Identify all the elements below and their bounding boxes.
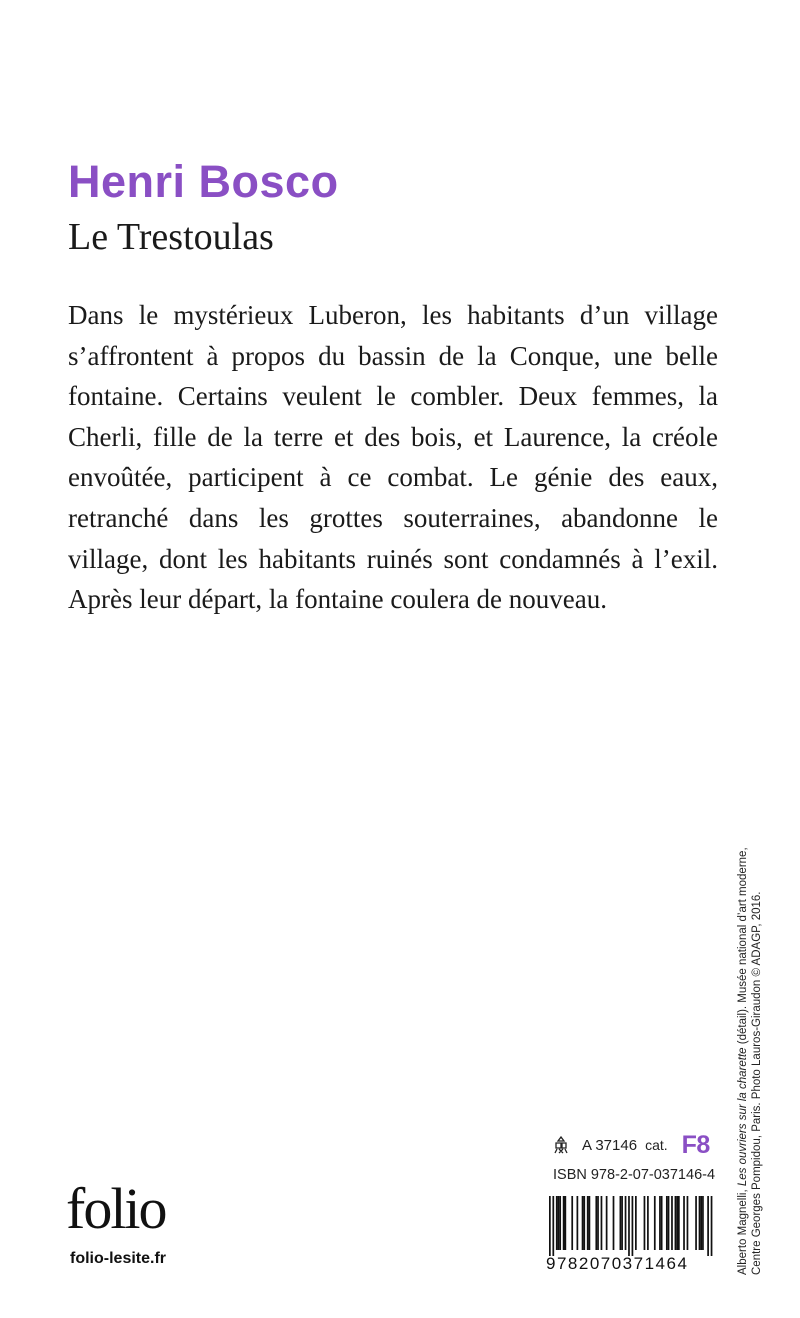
price-code: F8 (681, 1130, 710, 1159)
barcode-bar (666, 1196, 668, 1250)
barcode-bar (571, 1196, 573, 1250)
barcode-bar (595, 1196, 597, 1250)
barcode-bar (661, 1196, 663, 1250)
barcode-bar (632, 1196, 634, 1256)
catalog-label: cat. (645, 1137, 668, 1153)
barcode-bar (563, 1196, 565, 1250)
barcode-bars (549, 1196, 712, 1256)
barcode-bar (647, 1196, 649, 1250)
catalog-code: A 37146 (582, 1136, 638, 1154)
barcode-bar (558, 1196, 560, 1250)
barcode-bar (702, 1196, 704, 1250)
barcode-bar (621, 1196, 623, 1250)
credit-line-1 (736, 715, 750, 1275)
blurb-text: Dans le mystérieux Luberon, les habitants d’un village s’affrontent à propos du bassin de la Conque, une belle fontaine. Certains veulent le combler. Deux femmes, la Cherli, fille de la terre et des bois, et Laurence, la créole envoûtée, participent à ce combat. Le génie des eaux, retranché dans les grottes souterraines, abandonne le village, dont les habitants ruinés sont condamnés à l’exil. Après leur départ, la fontaine coulera de nouveau. (68, 300, 718, 615)
barcode-bar (628, 1196, 630, 1256)
barcode-bar (654, 1196, 656, 1250)
barcode-bar (676, 1196, 678, 1250)
credit-artwork-title: Les ouvriers sur la charette (737, 1047, 749, 1187)
barcode-bar (589, 1196, 591, 1250)
barcode-bar (559, 1196, 561, 1250)
barcode-bar (659, 1196, 661, 1250)
barcode-bar (707, 1196, 709, 1256)
barcode-bar (700, 1196, 702, 1250)
barcode-bar (678, 1196, 680, 1250)
publisher-website: folio-lesite.fr (70, 1250, 167, 1267)
barcode-bar (556, 1196, 558, 1250)
barcode-bar (620, 1196, 622, 1250)
catalog-row (552, 1130, 710, 1160)
credit-artist: Alberto Magnelli, (737, 1186, 749, 1275)
barcode-bar (606, 1196, 608, 1250)
barcode-bar (695, 1196, 697, 1250)
folio-emblem-icon (552, 1136, 570, 1154)
publisher-logo: folio (66, 1176, 166, 1241)
barcode-bar (601, 1196, 603, 1250)
barcode-bar (577, 1196, 579, 1250)
back-cover-blurb (68, 295, 718, 620)
isbn-text: ISBN 978-2-07-037146-4 (553, 1167, 716, 1183)
author-name: Henri Bosco (68, 156, 339, 207)
barcode-bar (683, 1196, 685, 1250)
barcode-bar (625, 1196, 627, 1250)
barcode-bar (699, 1196, 701, 1250)
barcode-bar (583, 1196, 585, 1250)
barcode-bar (675, 1196, 677, 1250)
barcode-bar (644, 1196, 646, 1250)
barcode (544, 1196, 718, 1272)
image-credit (736, 715, 764, 1275)
barcode-digits: 9782070371464 (546, 1254, 689, 1272)
barcode-bar (687, 1196, 689, 1250)
credit-line-2: Centre Georges Pompidou, Paris. Photo Lauros-Giraudon © ADAGP, 2016. (751, 891, 763, 1275)
credit-museum: (détail). Musée national d’art moderne, (737, 847, 749, 1048)
barcode-bar (711, 1196, 713, 1256)
barcode-bar (549, 1196, 551, 1256)
barcode-bar (587, 1196, 589, 1250)
barcode-bar (635, 1196, 637, 1250)
barcode-bar (613, 1196, 615, 1250)
book-title: Le Trestoulas (68, 216, 274, 258)
barcode-bar (597, 1196, 599, 1250)
barcode-bar (582, 1196, 584, 1250)
barcode-bar (668, 1196, 670, 1250)
barcode-bar (564, 1196, 566, 1250)
barcode-bar (552, 1196, 554, 1256)
barcode-bar (671, 1196, 673, 1250)
